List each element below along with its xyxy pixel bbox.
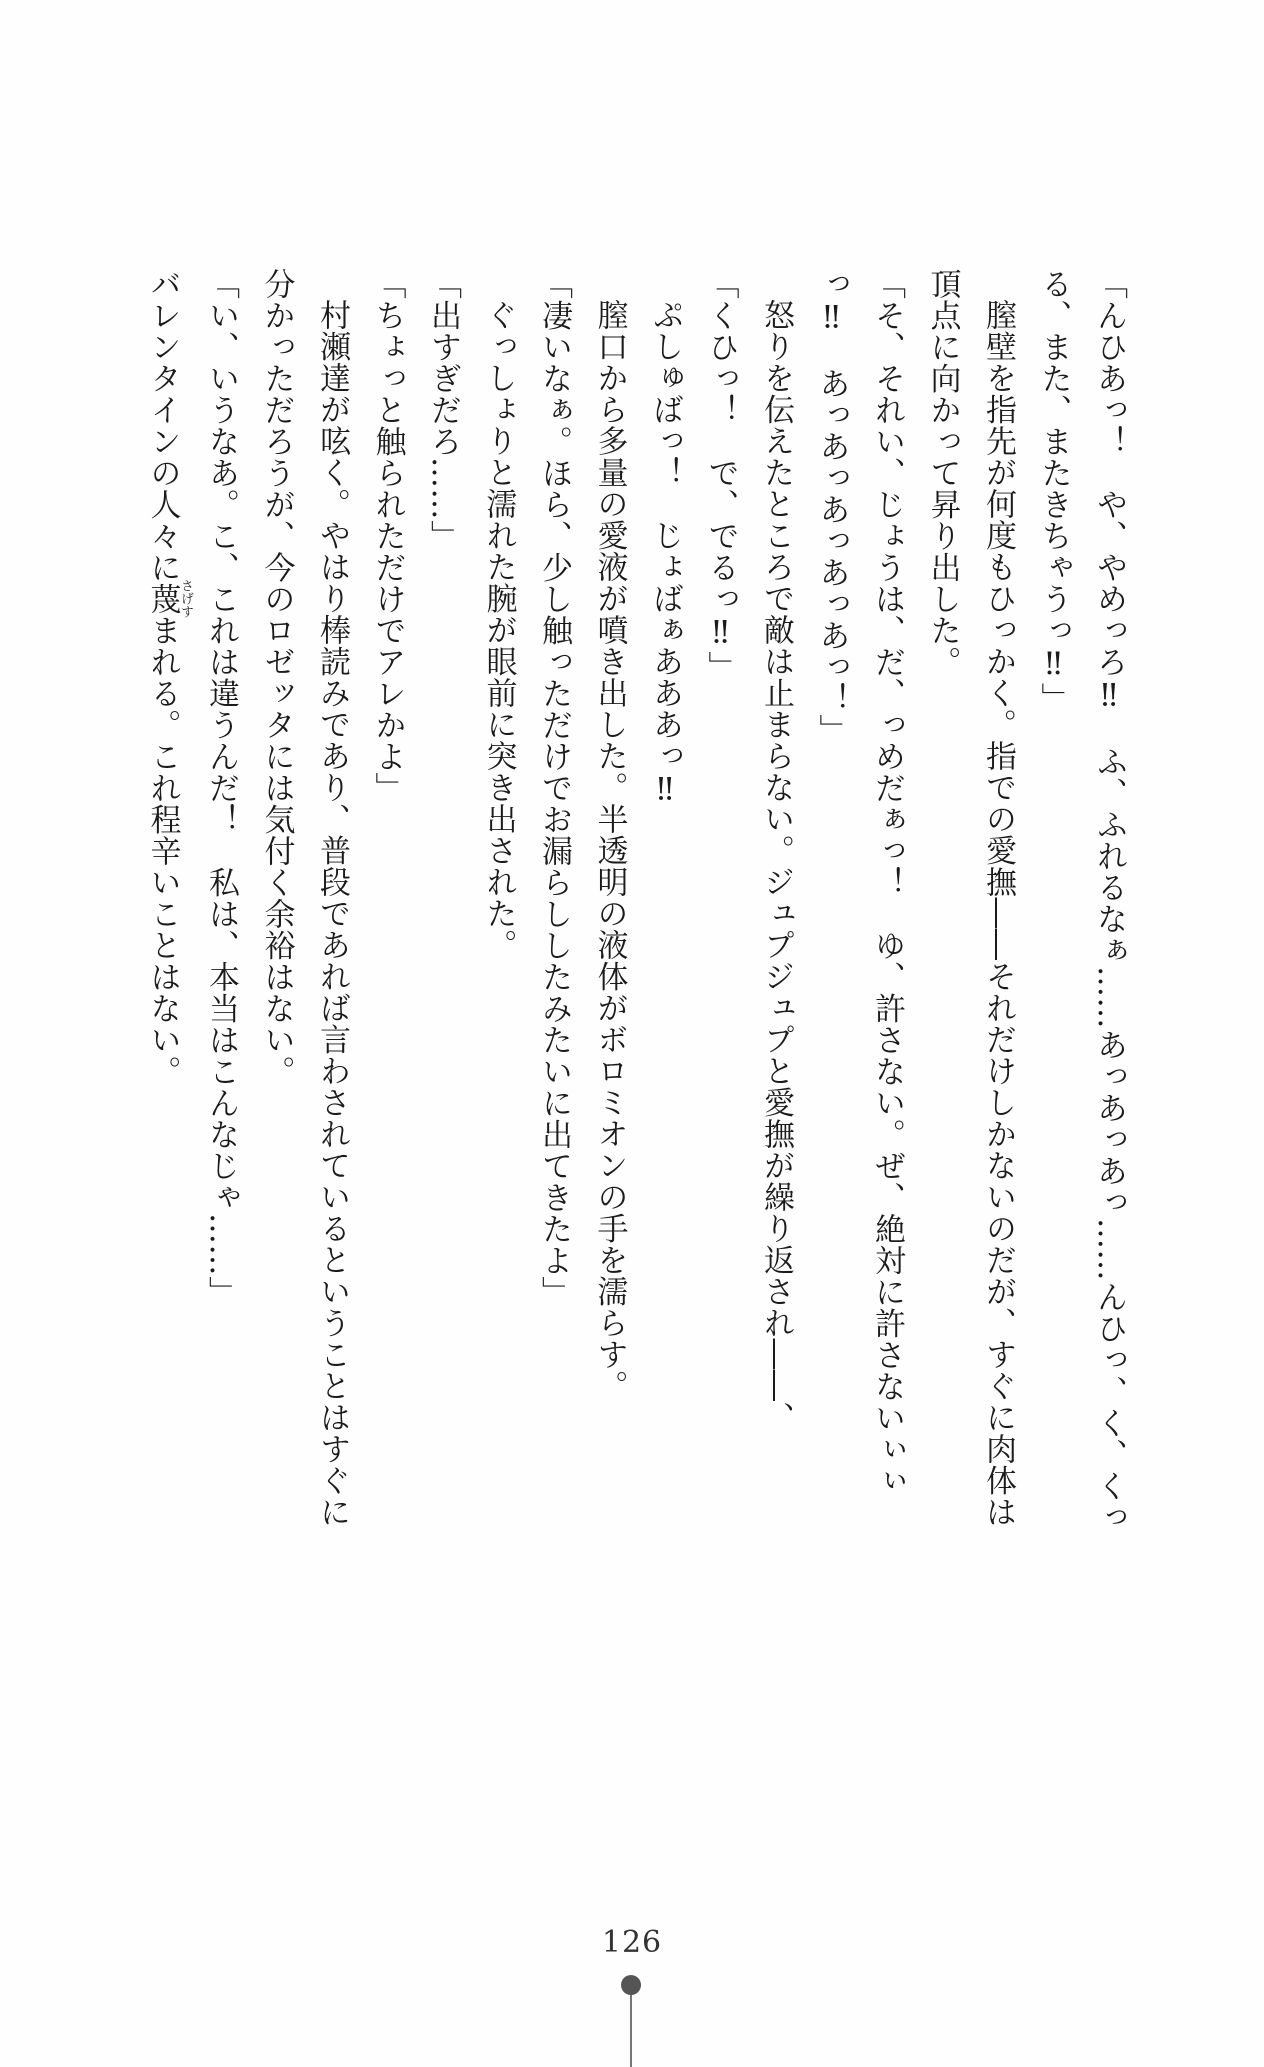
text-line-9: ぷしゅばっ！ じょばぁあああっ‼ [647,299,683,808]
furigana-word [144,579,193,619]
text-line-16: 分かっただろうが、今のロゼッタには気付く余裕はない。 [258,268,295,1087]
text-line-3: 膣壁を指先が何度もひっかく。指での愛撫――それだけしかないのだが、すぐに肉体は [980,299,1016,1528]
text-line-1: 「んひあっ！ や、やめっろ‼ ふ、ふれるなぁ……あっあっあっ……んひっ、く、くっ [1091,268,1127,1533]
text-line-8: 「くひっ！ で、でるっ‼」 [702,268,739,683]
text-line-13: 「出すぎだろ……」 [425,268,461,552]
text-line-6: っ‼ あっあっあっあっあっ！」 [813,268,850,746]
text-line-18 [134,268,193,1718]
text-line-18-tail: まれる。これ程辛いことはない。 [144,614,181,1087]
text-line-7: 怒りを伝えたところで敵は止まらない。ジュプジュプと愛撫が繰り返され――、 [758,299,794,1433]
text-line-14: 「ちょっと触られただけでアレかよ」 [369,268,406,804]
text-line-12: ぐっしょりと濡れた腕が眼前に突き出された。 [480,299,517,961]
page-marker-line [630,1995,632,2067]
text-line-5: 「そ、それい、じょうは、だ、っめだぁっ！ ゆ、許さない。ぜ、絶対に許さないぃぃ [869,268,905,1497]
ruby-reading: さげす [178,579,193,619]
text-line-18-head: バレンタインの人々に [144,268,181,583]
text-line-15: 村瀬達が呟く。やはり棒読みであり、普段であれば言わされているということはすぐに [314,299,350,1528]
page-marker-dot [621,1975,641,1995]
text-line-2: る、また、またきちゃうっ‼」 [1035,268,1072,714]
text-line-10: 膣口から多量の愛液が噴き出した。半透明の液体がボロミオンの手を濡らす。 [591,299,628,1402]
text-line-17: 「い、いうなあ。こ、これは違うんだ！ 私は、本当はこんなじゃ……」 [203,268,239,1308]
text-line-11: 「凄いなぁ。ほら、少し触っただけでお漏らししたみたいに出てきたよ」 [536,268,572,1308]
text-line-4: 頂点に向かって昇り出した。 [924,268,961,678]
ruby-base: 蔑 [144,579,181,619]
page-number: 126 [601,1925,663,1960]
vertical-text-body [136,268,1136,1718]
